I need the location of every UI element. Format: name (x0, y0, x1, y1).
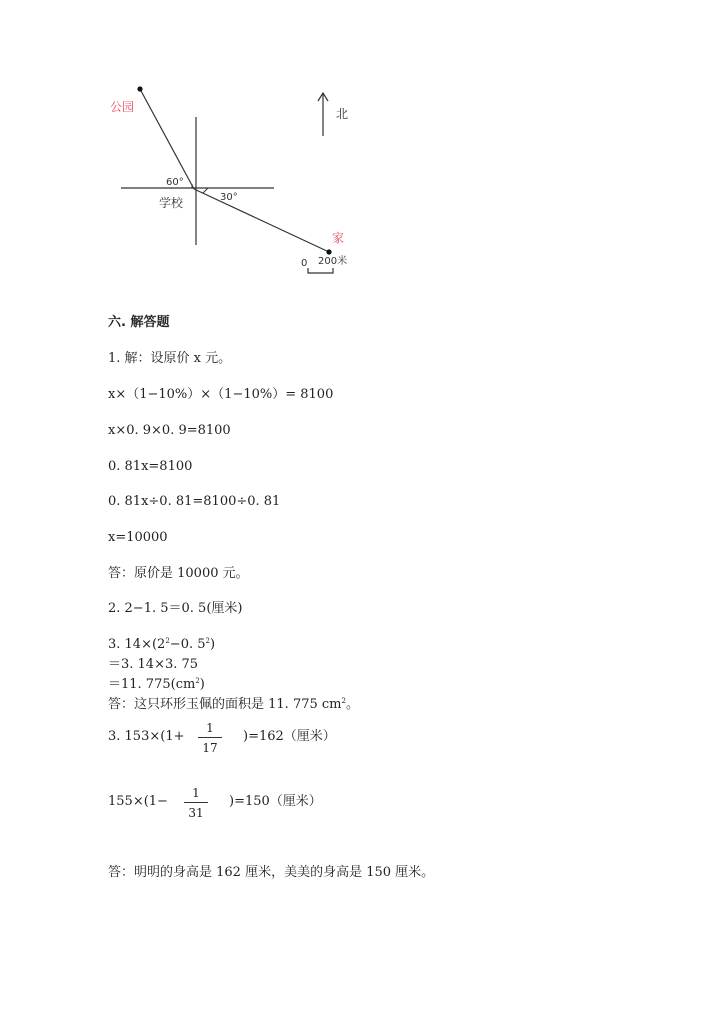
home-label: 家 (332, 231, 345, 245)
route-to-park (140, 89, 194, 189)
fraction-1-17: 1 17 (198, 721, 222, 755)
q3a-line2: ＝3. 14×3. 75 (108, 657, 199, 672)
q3b-line2-result: )=150（厘米） (229, 794, 322, 809)
fraction-1-31: 1 31 (184, 786, 208, 820)
q3a-line3: ＝11. $775(cm^2)$ (108, 677, 205, 692)
q3b-line2: 155×(1− (108, 794, 168, 809)
q1-intro: 1. 解：设原价 x 元。 (108, 351, 232, 366)
park-label: 公园 (110, 100, 135, 114)
q1-step3: 0. 81x=8100 (108, 459, 193, 474)
scale-distance-label: 200米 (318, 256, 348, 267)
scale-bar (308, 268, 333, 273)
q1-step1: x×（1−10%）×（1−10%）= 8100 (108, 387, 334, 402)
q1-answer: 答：原价是 10000 元。 (108, 566, 249, 581)
angle-30-label: 30° (220, 192, 238, 203)
q3b-answer: 答：明明的身高是 162 厘米，美美的身高是 150 厘米。 (108, 865, 435, 880)
angle-30-mark (203, 188, 208, 193)
route-to-home (194, 189, 329, 252)
park-point (137, 86, 142, 91)
home-point (326, 249, 331, 254)
q3b-line1: 3. 153×(1+ (108, 729, 185, 744)
q1-step5: x=10000 (108, 530, 168, 545)
q2-line: 2. 2−1. 5＝0. 5(厘米) (108, 601, 243, 616)
q3a-answer: 答：这只环形玉佩的面积是 11. 775 $cm^2$。 (108, 697, 359, 712)
direction-diagram (0, 0, 720, 290)
scale-zero-label: 0 (301, 258, 308, 269)
north-label: 北 (336, 107, 349, 121)
q3a-line1: 3. $14\times(2^2-0$. $5^2$) (108, 637, 216, 652)
section-title: 六. 解答题 (108, 315, 170, 330)
q1-step2: x×0. 9×0. 9=8100 (108, 423, 231, 438)
school-label: 学校 (159, 196, 184, 210)
q3b-line1-result: )=162（厘米） (243, 729, 336, 744)
q1-step4: 0. 81x÷0. 81=8100÷0. 81 (108, 494, 281, 509)
angle-60-label: 60° (166, 177, 184, 188)
